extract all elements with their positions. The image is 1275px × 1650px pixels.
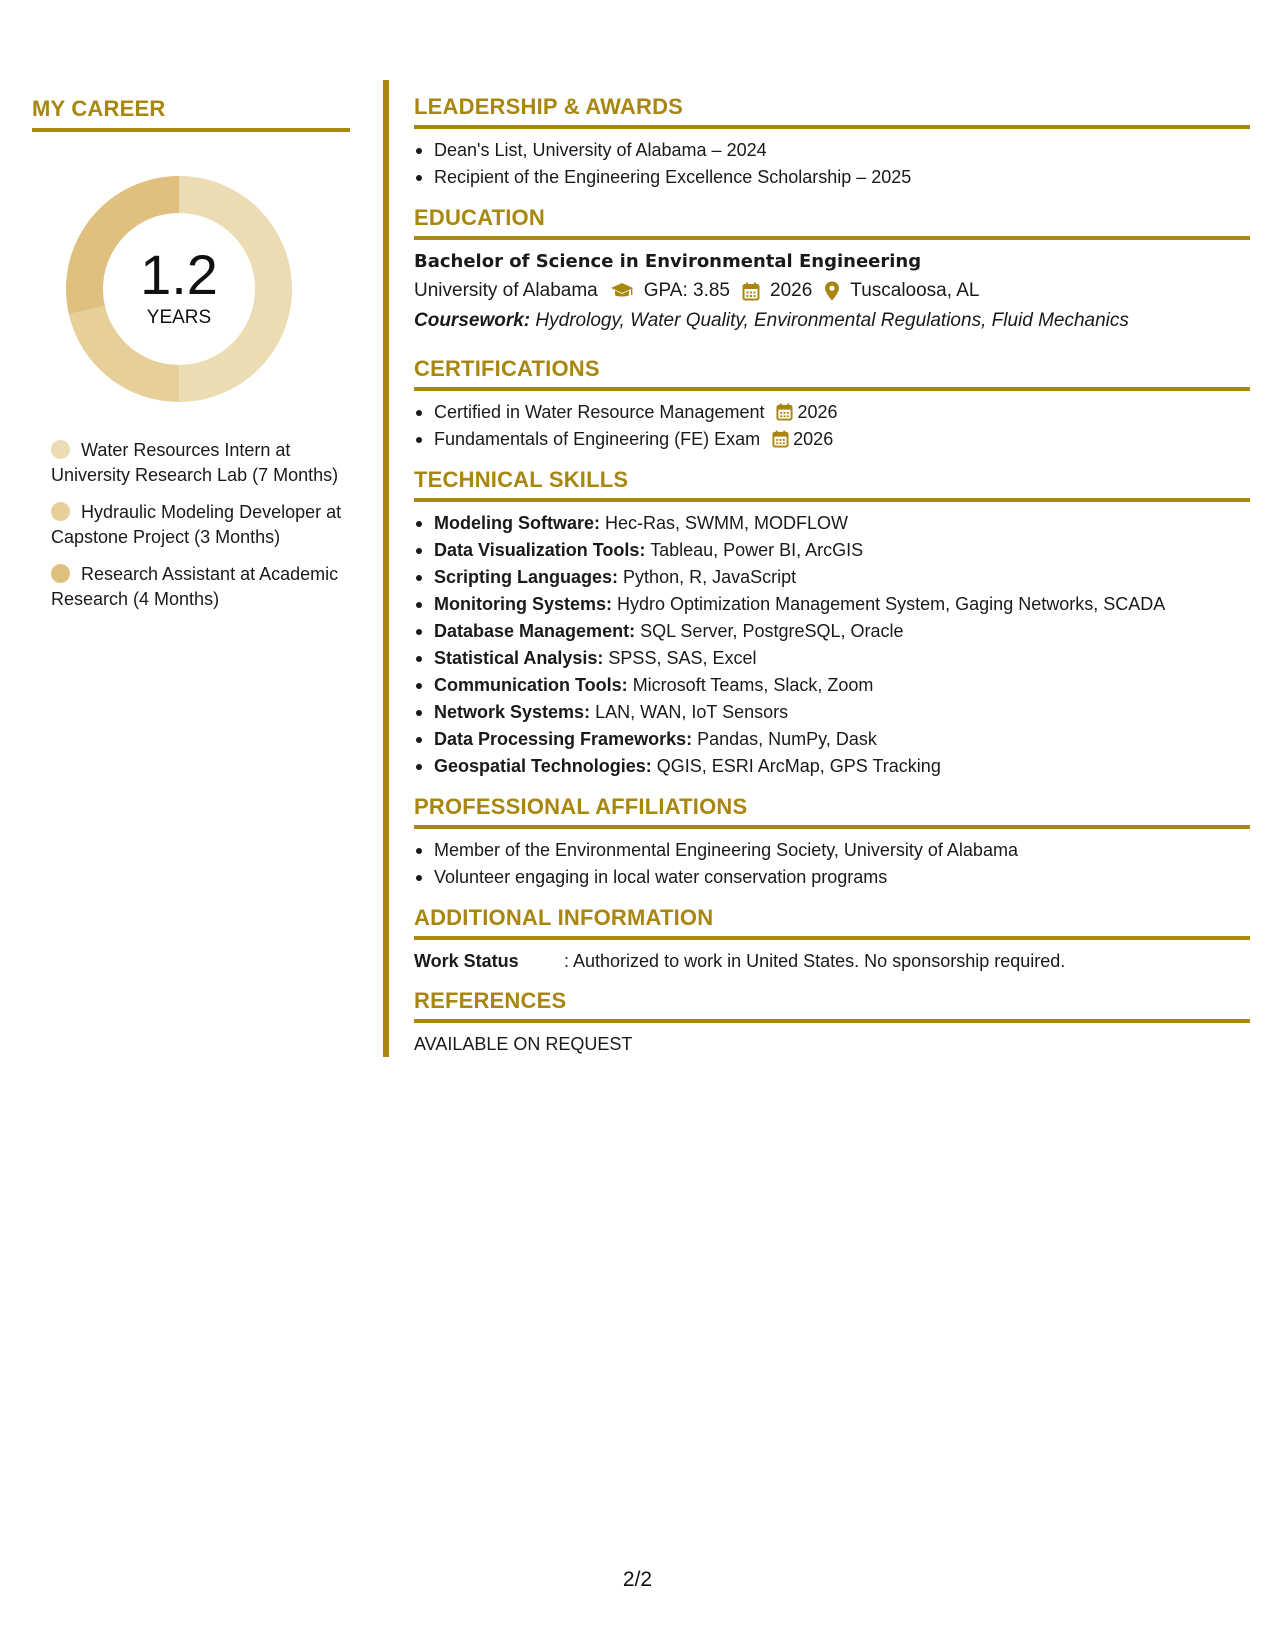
additional-title: ADDITIONAL INFORMATION [414,905,1250,940]
calendar-icon [776,403,793,421]
list-item: Member of the Environmental Engineering Society, University of Alabama [414,837,1250,864]
career-item-label: Hydraulic Modeling Developer at Capstone Project (3 Months) [51,502,342,547]
legend-dot [51,502,70,521]
career-donut-chart [66,176,292,402]
skill-label: Network Systems: [434,702,591,722]
skill-value: Microsoft Teams, Slack, Zoom [632,675,874,695]
affiliations-title: PROFESSIONAL AFFILIATIONS [414,794,1250,829]
list-item [414,537,1250,564]
list-item: Recipient of the Engineering Excellence Scholarship – 2025 [414,164,1250,191]
career-item [51,562,350,612]
references-text: AVAILABLE ON REQUEST [414,1034,633,1054]
list-item [414,510,1250,537]
list-item [414,753,1250,780]
skill-label: Database Management: [434,621,636,641]
career-column [32,96,350,624]
work-status-row [414,948,1250,974]
skill-value: Tableau, Power BI, ArcGIS [650,540,864,560]
coursework-list: Hydrology, Water Quality, Environmental Regulations, Fluid Mechanics [535,310,1129,331]
affiliations-section [414,794,1250,891]
map-pin-icon [824,281,840,301]
certifications-title: CERTIFICATIONS [414,356,1250,391]
list-item [414,618,1250,645]
certification-name: Fundamentals of Engineering (FE) Exam [434,429,761,449]
education-title: EDUCATION [414,205,1250,240]
list-item [414,699,1250,726]
skill-value: Pandas, NumPy, Dask [697,729,877,749]
career-item [51,500,350,550]
skill-label: Data Processing Frameworks: [434,729,693,749]
school-location: Tuscaloosa, AL [850,280,980,301]
graduation-cap-icon [610,282,634,300]
graduation-year: 2026 [770,280,813,301]
page-number: 2/2 [622,1568,653,1591]
career-legend [32,438,350,612]
skill-label: Modeling Software: [434,513,600,533]
gpa: GPA: 3.85 [643,280,731,301]
career-item-label: Research Assistant at Academic Research (4 Months) [51,564,339,609]
skill-label: Geospatial Technologies: [434,756,652,776]
career-item [51,438,350,488]
certifications-section [414,356,1250,453]
column-divider [383,80,389,1057]
list-item [414,645,1250,672]
career-total-value: 1.2 [140,243,218,306]
skill-value: LAN, WAN, IoT Sensors [595,702,789,722]
calendar-icon [772,430,789,448]
school-name: University of Alabama [414,280,598,301]
leadership-title: LEADERSHIP & AWARDS [414,94,1250,129]
skill-value: SPSS, SAS, Excel [608,648,757,668]
skills-title: TECHNICAL SKILLS [414,467,1250,502]
work-status-value: : Authorized to work in United States. No sponsorship required. [564,951,1066,971]
skill-label: Scripting Languages: [434,567,619,587]
main-column [414,94,1250,1071]
calendar-icon [742,282,760,301]
list-item [414,672,1250,699]
education-details [414,276,1250,306]
work-status-key: Work Status [414,951,519,971]
skill-value: QGIS, ESRI ArcMap, GPS Tracking [656,756,941,776]
skill-label: Data Visualization Tools: [434,540,646,560]
career-item-label: Water Resources Intern at University Research Lab (7 Months) [51,440,339,485]
career-total-unit: YEARS [146,307,212,328]
list-item [414,591,1250,618]
coursework-label: Coursework: [414,310,531,331]
list-item [414,426,1250,453]
list-item: Volunteer engaging in local water conservation programs [414,864,1250,891]
skill-value: Hydro Optimization Management System, Gaging Networks, SCADA [617,594,1166,614]
career-title: MY CAREER [32,96,350,132]
list-item [414,399,1250,426]
references-title: REFERENCES [414,988,1250,1023]
skill-value: Hec-Ras, SWMM, MODFLOW [605,513,849,533]
references-section [414,988,1250,1057]
certification-year: 2026 [793,429,834,449]
coursework [414,306,1250,336]
skill-value: Python, R, JavaScript [623,567,797,587]
skills-section [414,467,1250,780]
additional-section [414,905,1250,974]
list-item [414,726,1250,753]
list-item [414,564,1250,591]
certification-year: 2026 [797,402,838,422]
leadership-section [414,94,1250,191]
skill-value: SQL Server, PostgreSQL, Oracle [640,621,904,641]
skill-label: Monitoring Systems: [434,594,613,614]
education-section [414,205,1250,336]
legend-dot [51,564,70,583]
list-item: Dean's List, University of Alabama – 2024 [414,137,1250,164]
certification-name: Certified in Water Resource Management [434,402,765,422]
degree-name: Bachelor of Science in Environmental Engineering [414,251,922,272]
skill-label: Communication Tools: [434,675,628,695]
skill-label: Statistical Analysis: [434,648,604,668]
legend-dot [51,440,70,459]
